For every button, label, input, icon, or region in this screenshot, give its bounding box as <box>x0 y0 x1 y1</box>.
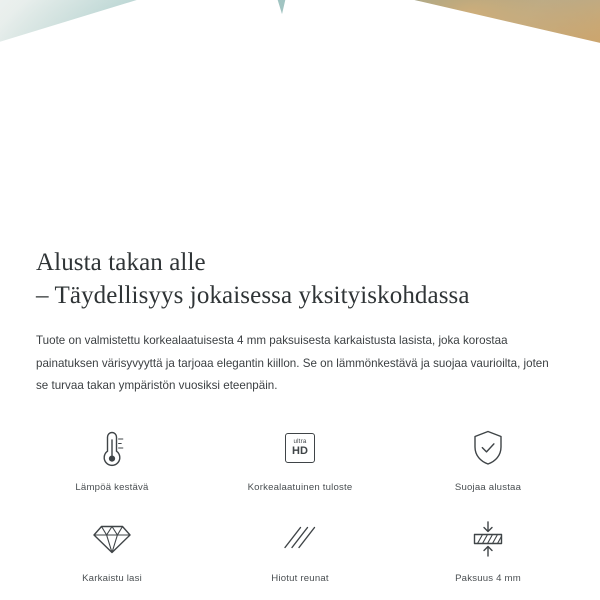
shield-check-icon <box>470 424 506 472</box>
feature-polished-edges <box>206 515 394 584</box>
feature-label: Karkaistu lasi <box>82 572 142 584</box>
feature-grid <box>0 424 600 584</box>
body-paragraph: Tuote on valmistettu korkealaatuisesta 4 mm paksuisesta karkaistusta lasista, joka korostaa painatuksen värisyvyyttä ja tarjoaa elegantin kiillon. Se on lämmönkestävä ja suojaa vaurioilta, joten se turvaa takan ympäristön vuosiksi eteenpäin. <box>36 334 549 393</box>
feature-label: Paksuus 4 mm <box>455 572 521 584</box>
feature-label: Suojaa alustaa <box>454 481 522 493</box>
page-title <box>36 246 564 312</box>
diamond-icon <box>91 515 133 563</box>
text-content <box>0 246 600 398</box>
polished-edges-icon <box>280 515 320 563</box>
feature-label: Lämpöä kestävä <box>75 481 149 493</box>
ultra-hd-badge-bottom: HD <box>292 444 308 457</box>
hero-crop-right <box>233 0 600 222</box>
hero-image <box>0 0 600 222</box>
feature-label: Korkealaatuinen tuloste <box>247 481 353 493</box>
thermometer-icon <box>95 424 129 472</box>
feature-tempered-glass <box>18 515 206 584</box>
feature-label: Hiotut reunat <box>271 572 329 584</box>
ultra-hd-badge-top: ultra <box>293 437 307 445</box>
headline-line-1: Alusta takan alle <box>36 249 206 276</box>
headline-line-2: – Täydellisyys jokaisessa yksityiskohdassa <box>36 282 470 309</box>
feature-heat-resistant <box>18 424 206 493</box>
feature-protects-surface <box>394 424 582 493</box>
feature-high-quality-print <box>206 424 394 493</box>
feature-thickness <box>394 515 582 584</box>
thickness-icon <box>468 515 508 563</box>
ultra-hd-icon <box>285 424 315 472</box>
